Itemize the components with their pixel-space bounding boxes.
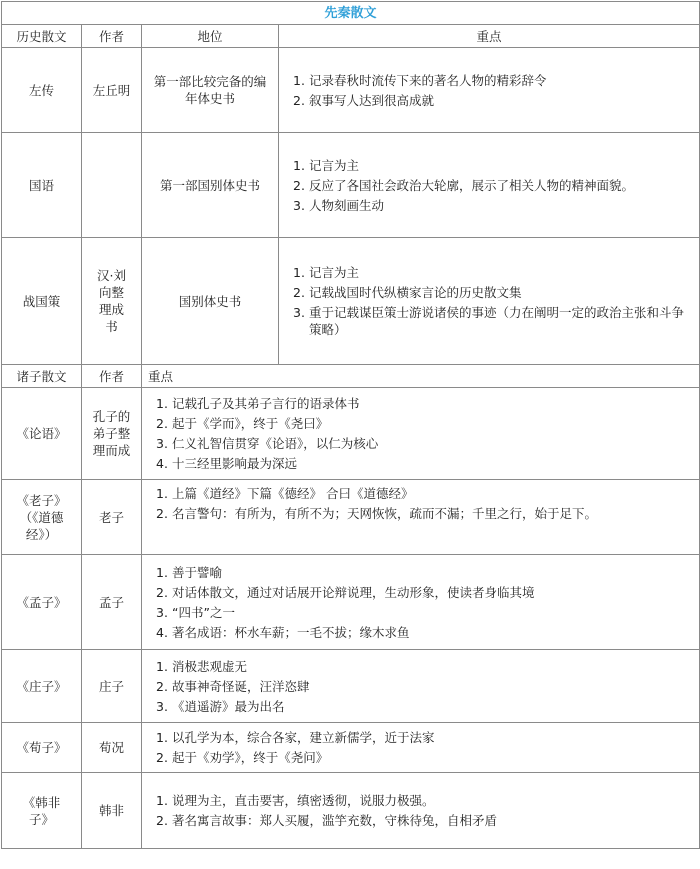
work-name: 战国策 xyxy=(2,238,82,365)
header-key-points: 重点 xyxy=(142,365,700,388)
work-points xyxy=(279,133,700,238)
work-points xyxy=(142,555,700,650)
work-name: 《孟子》 xyxy=(2,555,82,650)
list-item: 2. 起于《劝学》，终于《尧问》 xyxy=(156,750,329,765)
work-author: 左丘明 xyxy=(82,48,142,133)
work-name: 国语 xyxy=(2,133,82,238)
header-key-points: 重点 xyxy=(279,25,700,48)
table-row xyxy=(2,388,700,480)
work-name: 《荀子》 xyxy=(2,723,82,773)
work-author xyxy=(82,133,142,238)
list-item: 4. 十三经里影响最为深远 xyxy=(156,456,298,471)
header-author: 作者 xyxy=(82,365,142,388)
work-points xyxy=(142,388,700,480)
list-item: 2. 对话体散文，通过对话展开论辩说理，生动形象，使读者身临其境 xyxy=(156,584,535,600)
header-status: 地位 xyxy=(142,25,279,48)
work-points xyxy=(142,723,700,773)
work-author: 老子 xyxy=(82,480,142,555)
work-points xyxy=(142,650,700,723)
work-name: 《论语》 xyxy=(2,388,82,480)
list-item: 1. 记载孔子及其弟子言行的语录体书 xyxy=(156,396,360,411)
work-name: 《庄子》 xyxy=(2,650,82,723)
list-item: 2. 记载战国时代纵横家言论的历史散文集 xyxy=(293,285,522,300)
masters-header-row xyxy=(2,365,700,388)
work-author: 庄子 xyxy=(82,650,142,723)
list-item: 3. 重于记载谋臣策士游说诸侯的事迹（力在阐明一定的政治主张和斗争策略） xyxy=(293,305,685,337)
work-points xyxy=(279,238,700,365)
work-status: 第一部国别体史书 xyxy=(142,133,279,238)
work-name: 《韩非子》 xyxy=(2,773,82,849)
work-name: 左传 xyxy=(2,48,82,133)
work-points xyxy=(279,48,700,133)
work-points xyxy=(142,480,700,555)
header-masters-prose: 诸子散文 xyxy=(2,365,82,388)
table-row xyxy=(2,555,700,650)
table-row xyxy=(2,133,700,238)
list-item: 2. 反应了各国社会政治大轮廓，展示了相关人物的精神面貌。 xyxy=(293,177,635,193)
table-title: 先秦散文 xyxy=(2,2,700,25)
list-item: 3. “四书”之一 xyxy=(156,604,235,620)
history-header-row xyxy=(2,25,700,48)
table-row xyxy=(2,48,700,133)
work-status: 第一部比较完备的编年体史书 xyxy=(142,48,279,133)
work-author: 孟子 xyxy=(82,555,142,650)
work-author: 孔子的弟子整理而成 xyxy=(82,388,142,480)
work-author: 荀况 xyxy=(82,723,142,773)
list-item: 1. 消极悲观虚无 xyxy=(156,658,248,674)
table-row xyxy=(2,480,700,555)
list-item: 2. 著名寓言故事：郑人买履，滥竽充数，守株待兔，自相矛盾 xyxy=(156,813,498,828)
list-item: 2. 故事神奇怪诞，汪洋恣肆 xyxy=(156,678,310,694)
list-item: 1. 记言为主 xyxy=(293,157,360,173)
work-author: 韩非 xyxy=(82,773,142,849)
list-item: 4. 著名成语：杯水车薪；一毛不拔；缘木求鱼 xyxy=(156,624,410,640)
list-item: 3. 人物刻画生动 xyxy=(293,197,385,213)
list-item: 1. 上篇《道经》下篇《德经》 合曰《道德经》 xyxy=(156,486,414,501)
prose-table xyxy=(1,1,700,849)
list-item: 1. 以孔学为本，综合各家，建立新儒学，近于法家 xyxy=(156,730,435,745)
table-row xyxy=(2,773,700,849)
table-row xyxy=(2,238,700,365)
list-item: 1. 记言为主 xyxy=(293,265,360,280)
list-item: 3. 《逍遥游》最为出名 xyxy=(156,698,285,714)
work-points xyxy=(142,773,700,849)
work-name: 《老子》（《道德经》） xyxy=(2,480,82,555)
header-history-prose: 历史散文 xyxy=(2,25,82,48)
table-row xyxy=(2,650,700,723)
list-item: 2. 起于《学而》，终于《尧曰》 xyxy=(156,416,329,431)
list-item: 3. 仁义礼智信贯穿《论语》，以仁为核心 xyxy=(156,436,379,451)
list-item: 1. 善于譬喻 xyxy=(156,564,223,580)
list-item: 1. 记录春秋时流传下来的著名人物的精彩辞令 xyxy=(293,72,547,88)
list-item: 2. 叙事写人达到很高成就 xyxy=(293,92,435,108)
list-item: 2. 名言警句：有所为，有所不为；天网恢恢，疏而不漏；千里之行，始于足下。 xyxy=(156,506,598,521)
work-status: 国别体史书 xyxy=(142,238,279,365)
header-author: 作者 xyxy=(82,25,142,48)
table-row xyxy=(2,723,700,773)
work-author: 汉·刘向整理成书 xyxy=(82,238,142,365)
list-item: 1. 说理为主，直击要害，缜密透彻，说服力极强。 xyxy=(156,793,435,808)
